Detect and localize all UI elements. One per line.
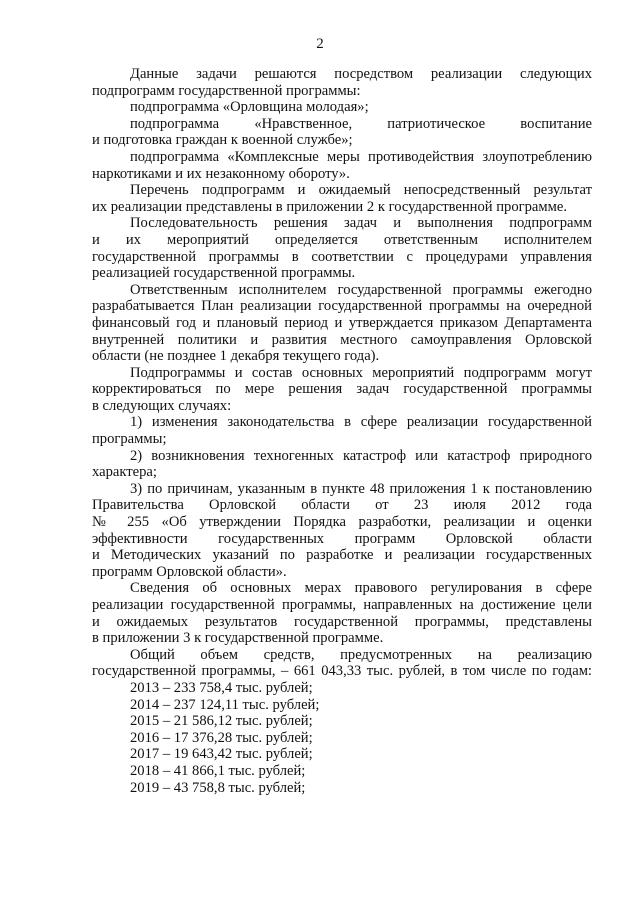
text-line: Правительства Орловской области от 23 июля 2012 года [92,497,592,514]
text-line: Сведения об основных мерах правового регулирования в сфере [130,580,592,597]
text-line: реализацией государственной программы. [92,265,356,282]
text-line: корректироваться по мере решения задач государственной программы [92,381,592,398]
text-line: программ Орловской области». [92,563,287,580]
text-line: подпрограмма «Комплексные меры противодействия злоупотреблению [130,148,592,165]
text-line: и ожидаемых результатов государственной программы, представлены [92,613,592,630]
page-number: 2 [316,36,324,52]
text-line: 3) по причинам, указанным в пункте 48 приложения 1 к постановлению [130,480,592,497]
text-line: и подготовка граждан к военной службе»; [92,132,353,149]
text-line: 2013 – 233 758,4 тыс. рублей; [130,679,313,696]
text-line: эффективности государственных программ Орловской области [92,530,592,547]
text-line: 1) изменения законодательства в сфере реализации государственной [130,414,592,431]
text-line: 2017 – 19 643,42 тыс. рублей; [130,746,313,763]
text-line: в следующих случаях: [92,397,232,414]
text-line: 2019 – 43 758,8 тыс. рублей; [130,779,306,796]
text-line: в приложении 3 к государственной программе. [92,630,384,647]
text-line: Общий объем средств, предусмотренных на реализацию [130,646,592,663]
text-line: подпрограмм государственной программы: [92,82,361,99]
text-line: внутренней политики и развития местного самоуправления Орловской [92,331,592,348]
text-line: и их мероприятий определяется ответственным исполнителем [92,231,592,248]
text-line: и Методических указаний по разработке и реализации государственных [92,547,592,564]
text-line: наркотиками и их незаконному обороту». [92,165,350,182]
text-line: области (не позднее 1 декабря текущего года). [92,348,380,365]
text-line: Последовательность решения задач и выполнения подпрограмм [130,215,592,232]
text-line: Перечень подпрограмм и ожидаемый непосредственный результат [130,182,592,199]
text-line: Данные задачи решаются посредством реализации следующих [130,66,592,82]
text-line: Ответственным исполнителем государственной программы ежегодно [130,281,592,298]
text-line: характера; [92,464,157,481]
text-line: № 255 «Об утверждении Порядка разработки, реализации и оценки [92,514,592,531]
text-line: 2016 – 17 376,28 тыс. рублей; [130,729,313,746]
text-line: подпрограмма «Нравственное, патриотическое воспитание [130,115,592,132]
text-line: разрабатывается План реализации государственной программы на очередной [92,298,592,315]
text-line: Подпрограммы и состав основных мероприятий подпрограмм могут [130,364,592,381]
text-line: подпрограмма «Орловщина молодая»; [130,99,369,116]
text-line: финансовый год и плановый период и утверждается приказом Департамента [92,314,592,331]
text-line: реализации государственной программы, направленных на достижение цели [92,597,592,613]
text-line: 2015 – 21 586,12 тыс. рублей; [130,713,313,730]
text-line: программы; [92,431,167,448]
text-line: 2014 – 237 124,11 тыс. рублей; [130,696,320,713]
document-body [92,66,592,796]
text-line: 2) возникновения техногенных катастроф или катастроф природного [130,447,592,464]
text-line: государственной программы в соответствии с процедурами управления [92,248,592,265]
text-line: 2018 – 41 866,1 тыс. рублей; [130,762,306,779]
text-line: государственной программы, – 661 043,33 тыс. рублей, в том числе по годам: [92,663,592,680]
text-line: их реализации представлены в приложении 2 к государственной программе. [92,198,567,215]
